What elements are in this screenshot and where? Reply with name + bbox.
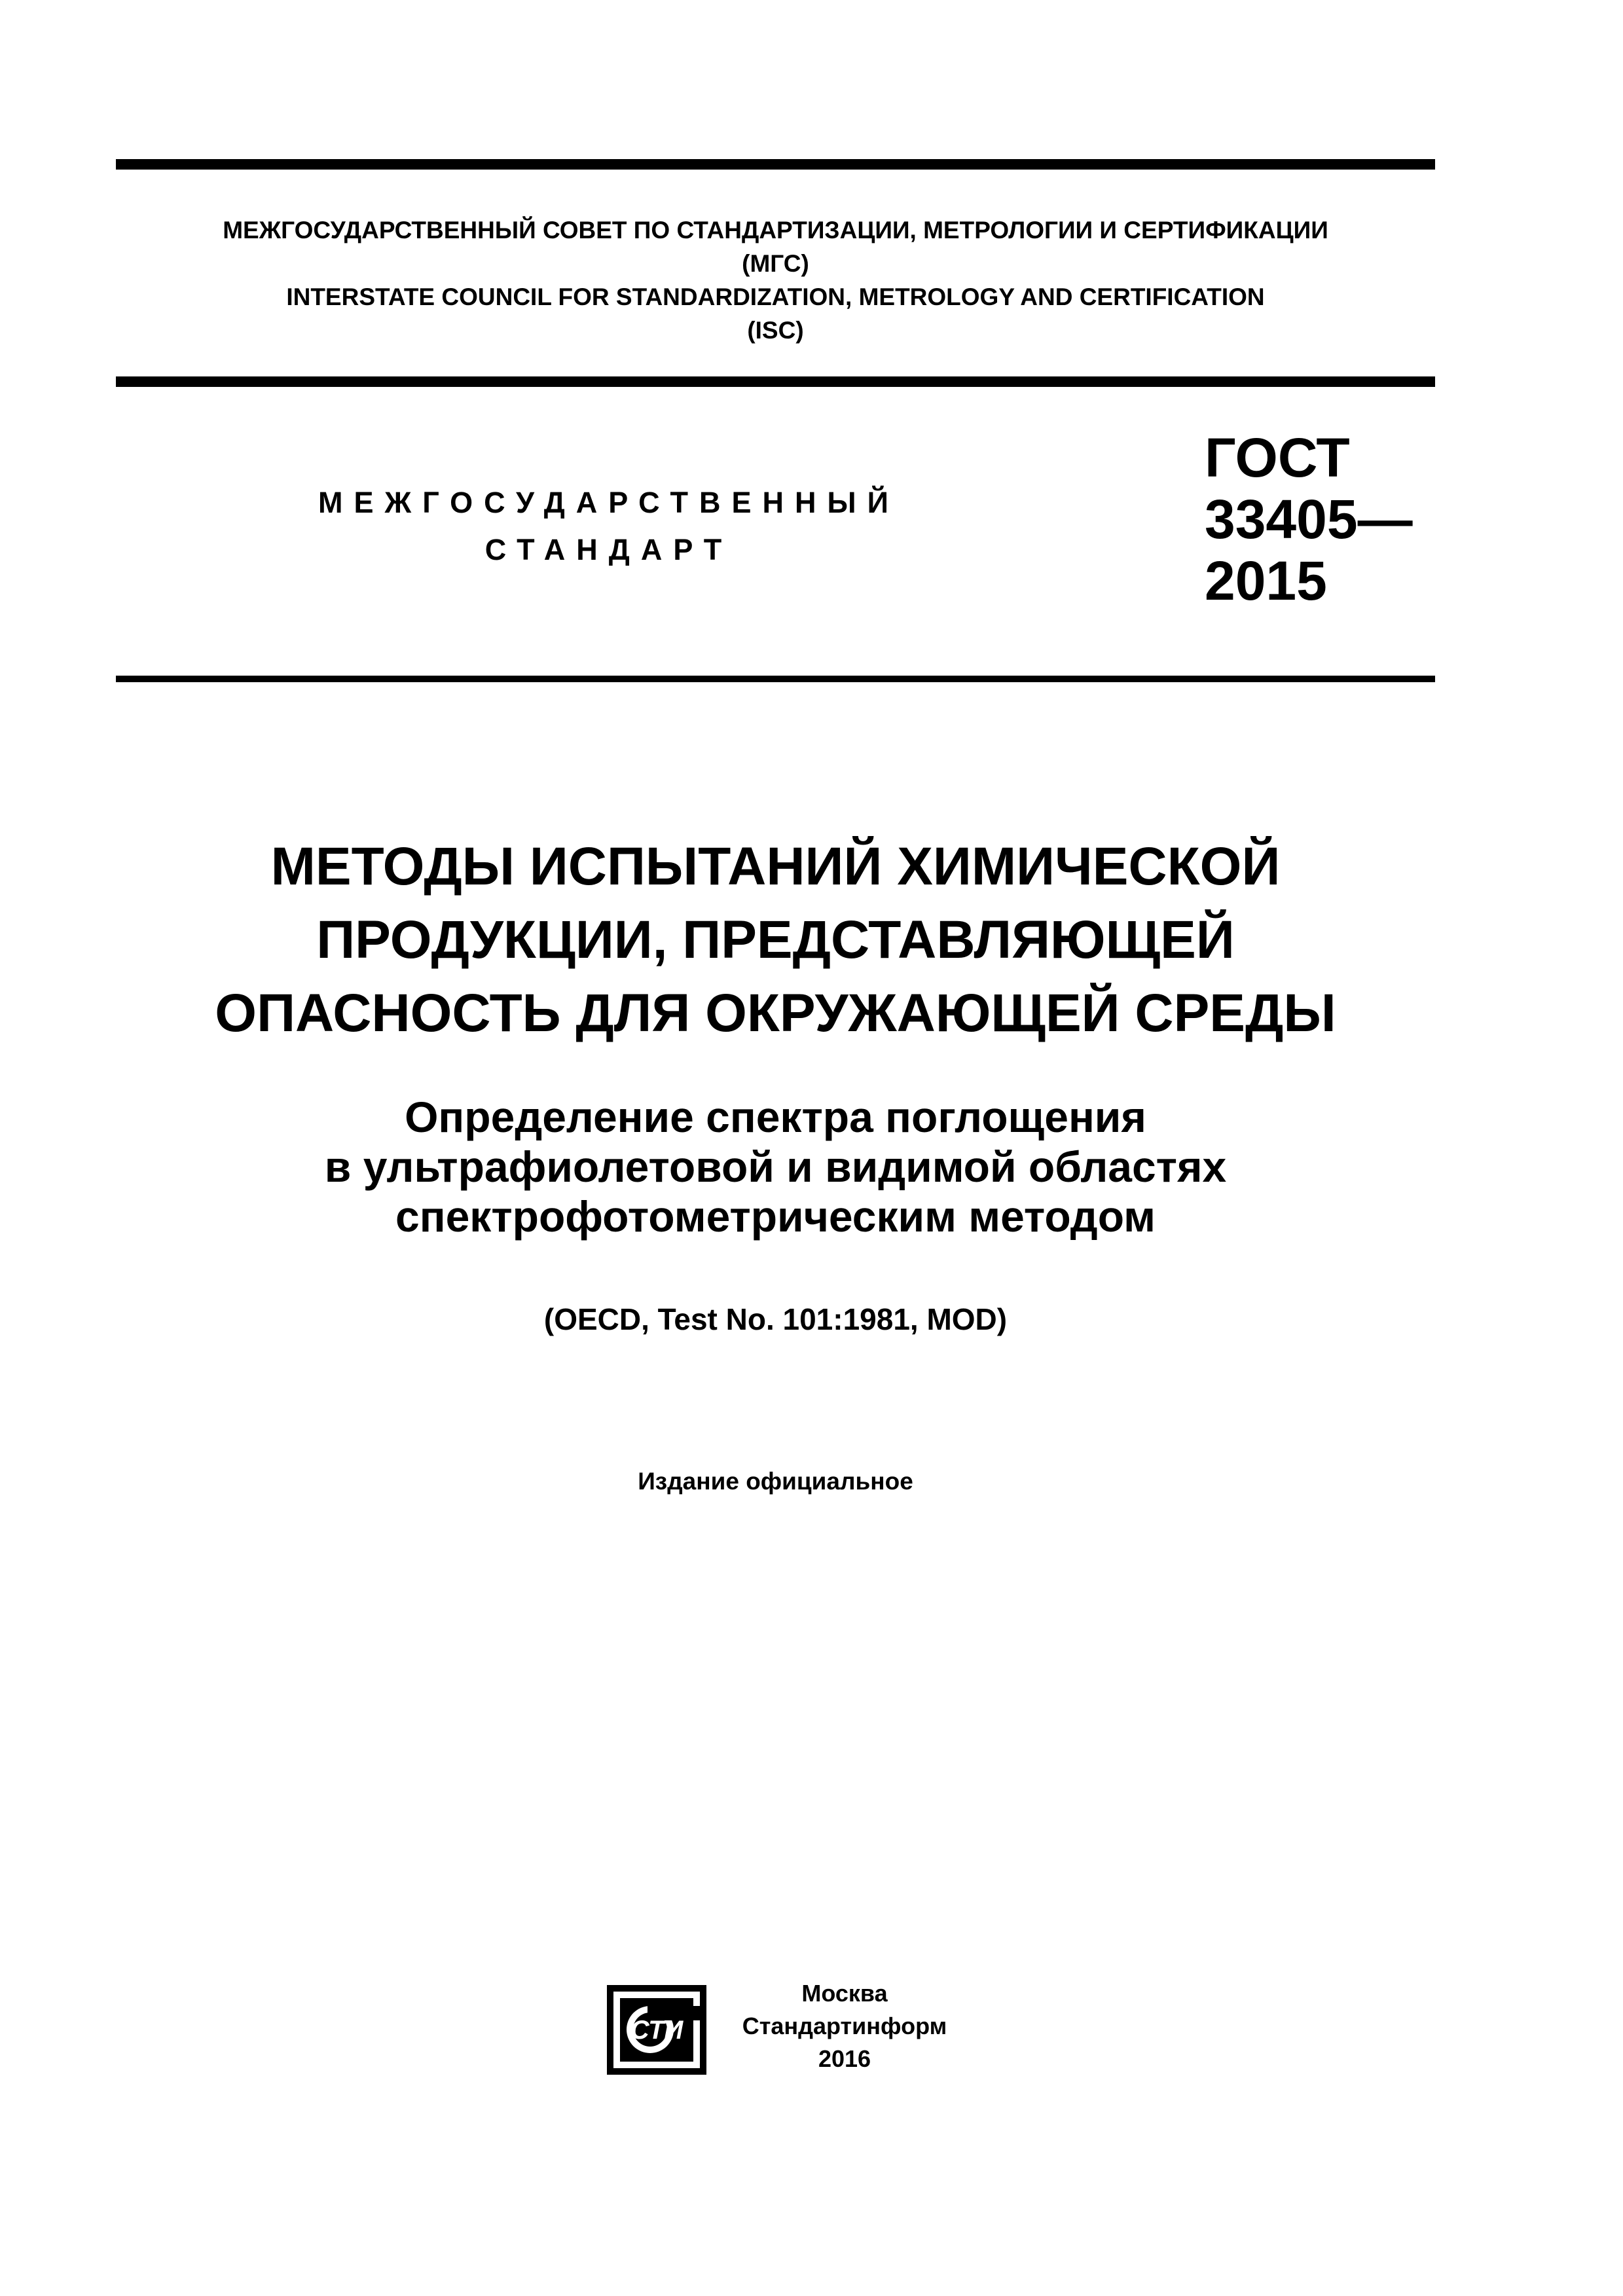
oecd-reference: (OECD, Test No. 101:1981, MOD) xyxy=(543,1302,1008,1336)
council-block xyxy=(116,213,1435,347)
council-abbr-en: (ISC) xyxy=(747,317,804,344)
middle-rule xyxy=(116,376,1435,387)
publisher-name: Стандартинформ xyxy=(742,2013,947,2039)
publisher-year: 2016 xyxy=(818,2045,871,2072)
subtitle-line: спектрофотометрическим методом xyxy=(395,1192,1156,1241)
standard-type-line1: МЕЖГОСУДАРСТВЕННЫЙ xyxy=(318,486,900,519)
edition-note: Издание официальное xyxy=(638,1468,913,1495)
title-line: МЕТОДЫ ИСПЫТАНИЙ ХИМИЧЕСКОЙ xyxy=(270,837,1281,896)
title-line: ОПАСНОСТЬ ДЛЯ ОКРУЖАЮЩЕЙ СРЕДЫ xyxy=(215,983,1336,1043)
council-name-en: INTERSTATE COUNCIL FOR STANDARDIZATION, METROLOGY AND CERTIFICATION xyxy=(286,283,1265,310)
gost-year: 2015 xyxy=(1205,550,1327,611)
standard-type-line2: СТАНДАРТ xyxy=(484,533,733,566)
document-title xyxy=(116,830,1435,1050)
subtitle-line: в ультрафиолетовой и видимой областях xyxy=(324,1142,1227,1191)
gost-prefix: ГОСТ xyxy=(1205,427,1350,488)
logo-text: СТИ xyxy=(630,2016,684,2045)
council-abbr-ru: (МГС) xyxy=(742,250,809,277)
title-line: ПРОДУКЦИИ, ПРЕДСТАВЛЯЮЩЕЙ xyxy=(316,910,1235,970)
standartinform-logo-icon xyxy=(604,1982,709,2077)
council-name-ru: МЕЖГОСУДАРСТВЕННЫЙ СОВЕТ ПО СТАНДАРТИЗАЦИИ, МЕТРОЛОГИИ И СЕРТИФИКАЦИИ xyxy=(223,217,1328,244)
publisher-city: Москва xyxy=(801,1980,888,2007)
lower-rule xyxy=(116,676,1435,682)
gost-designation xyxy=(1205,427,1413,611)
subtitle-line: Определение спектра поглощения xyxy=(405,1093,1146,1141)
standard-type xyxy=(282,479,936,574)
gost-number: 33405— xyxy=(1205,488,1413,550)
document-subtitle xyxy=(116,1092,1435,1241)
publisher-block xyxy=(720,1977,969,2075)
top-rule xyxy=(116,159,1435,170)
